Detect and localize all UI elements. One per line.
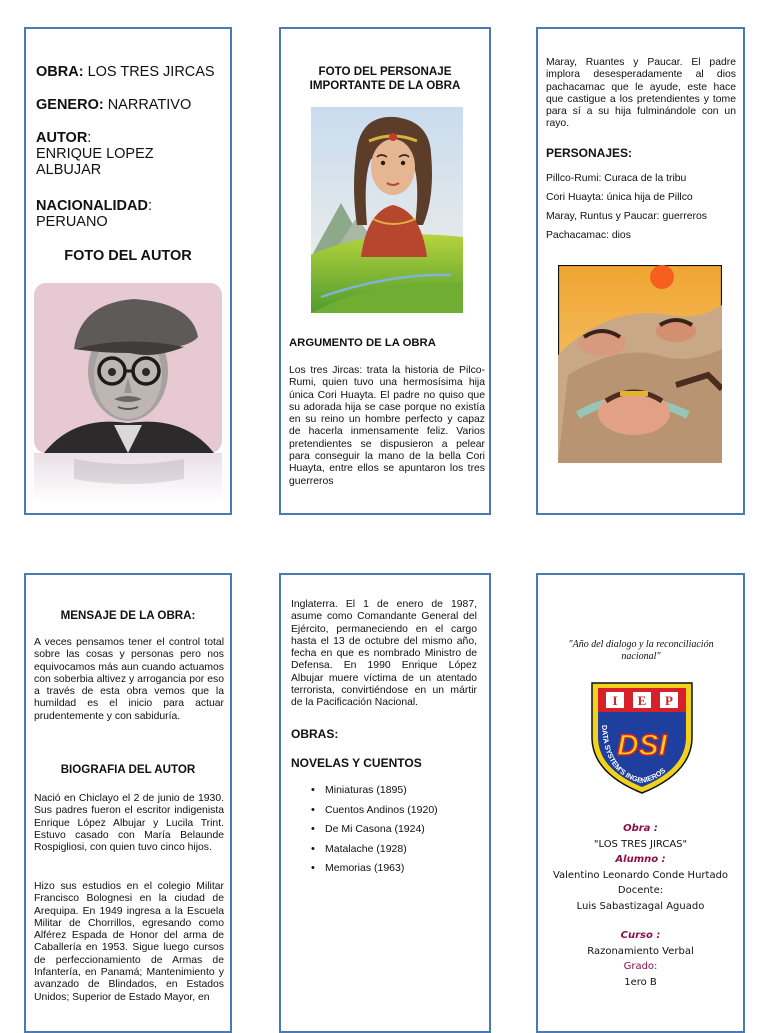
panel-characters [536,27,745,515]
cover-spacer [538,914,743,928]
argumento-heading: ARGUMENTO DE LA OBRA [289,337,436,349]
cover-curso-label: Curso : [620,930,661,941]
nacionalidad-colon: : [147,198,152,214]
autor-label: AUTOR [36,130,88,146]
biografia-continuation: Inglaterra. El 1 de enero de 1987, asume como Comandante General del Ejército, permaneciendo en el cargo hasta el 13 de octubre del mismo año, fecha en que es nombrado Ministro de Defensa. En 1990 Enrique López Albujar muere víctima de un atentado terrorista, convirtiéndose en un mártir de la Pacificación Nacional. [291,599,477,709]
biografia-text-2: Hizo sus estudios en el colegio Militar Francisco Bolognesi en la ciudad de Arequipa. En 1949 ingresa a la Escuela Militar de Chorrillos, egresando como Alférez Espada de Honor del arma de Caballería en 1953. Sigue luego cursos de perfeccionamiento de Armas de Infantería, en Panamá; Mantenimiento y avanzado de Blindados, en Estados Unidos; Superior de Estado Mayor, en [34,881,224,1003]
year-motto-part-a: "Año de [568,639,601,650]
work-item: • Miniaturas (1895) [325,784,491,796]
story-illustration [558,265,722,463]
school-shield-logo [586,677,698,797]
genero-value: NARRATIVO [107,97,192,113]
panel-cover [536,573,745,1033]
novelas-heading: NOVELAS Y CUENTOS [291,756,422,770]
logo-letter: P [665,693,673,708]
author-photo [34,283,222,503]
foto-autor-heading: FOTO DEL AUTOR [64,248,192,264]
personaje-item: Pillco-Rumi: Curaca de la tribu [546,173,687,184]
autor-block [36,130,216,178]
mensaje-heading: MENSAJE DE LA OBRA: [60,609,196,622]
cover-curso-value: Razonamiento Verbal [587,945,694,957]
genero-line [36,97,226,113]
panel-character [279,27,491,515]
work-item: • De Mi Casona (1924) [325,823,491,835]
panel-works [279,573,491,1033]
personaje-item: Cori Huayta: única hija de Pillco [546,192,693,203]
obra-label: OBRA: [36,64,84,80]
works-list [307,784,491,882]
personaje-item: Pachacamac: dios [546,230,631,241]
cover-alumno-label: Alumno : [615,854,666,865]
year-motto [552,639,730,663]
foto-personaje-heading-text: FOTO DEL PERSONAJE IMPORTANTE DE LA OBRA [309,65,461,92]
cover-details [538,821,743,990]
biografia-heading: BIOGRAFIA DEL AUTOR [60,763,196,776]
cover-grado-label: Grado: [623,961,658,972]
genero-label: GENERO: [36,97,104,113]
panel-book-info [24,27,232,515]
obra-value: LOS TRES JIRCAS [87,64,215,80]
mensaje-text: A veces pensamos tener el control total sobre las cosas y personas pero nos equivocamos más aun cuando actuamos con soberbia altivez y arrogancia por eso a través de esta obra vemos que la humildad es el inicio para actuar prudentemente y con sabiduría. [34,637,224,722]
argumento-continuation: Maray, Ruantes y Paucar. El padre implora desesperadamente al dios pachacamac que le ayude, este hace que castigue a los pretendientes y tome para sí a su hija fulminándole con un rayo. [546,57,736,130]
foto-personaje-heading [281,65,489,93]
panel-message-biography [24,573,232,1033]
biografia-text-1: Nació en Chiclayo el 2 de junio de 1930. Sus padres fueron el escritor indigenista Enrique López Albujar y Lucila Trint. Estuvo casado con María Belaunde Rospigliosi, con quien tuvo cinco hijos. [34,793,224,854]
personaje-item: Maray, Runtus y Paucar: guerreros [546,211,707,222]
personajes-list [546,173,742,242]
work-item: • Matalache (1928) [325,843,491,855]
obras-heading: OBRAS: [291,727,339,741]
cover-alumno-value: Valentino Leonardo Conde Hurtado [552,869,729,881]
nacionalidad-block [36,198,226,230]
argumento-text: Los tres Jircas: trata la historia de Pilco-Rumi, quien tuvo una hermosísima hija única Cori Huayta. El padre no quiso que su adorada hija se case porque no existía en su reino un hombre perfecto y capaz de hacerla inmensamente feliz. Varios pretendientes se dispusieron a pelear para conseguir la mano de la bella Cori Huayta, entre ellos se apuntaron los tres guerreros [289,365,485,487]
logo-initials: DSI [616,729,668,762]
work-item: • Cuentos Andinos (1920) [325,804,491,816]
nacionalidad-value: PERUANO [36,214,108,230]
personajes-heading: PERSONAJES: [546,146,633,160]
cover-obra-value: "LOS TRES JIRCAS" [593,838,688,850]
character-illustration [311,107,463,313]
autor-colon: : [87,130,92,146]
obra-line [36,64,226,80]
work-item: • Memorias (1963) [325,862,491,874]
logo-letter: I [612,693,618,708]
logo-ring-text-path: DATA SYSTEM'S INGENIEROS [600,724,668,786]
cover-docente-value: Luis Sabastizagal Aguado [576,900,705,912]
logo-letter: E [637,693,647,708]
cover-obra-label: Obra : [623,823,658,834]
autor-value: ENRIQUE LOPEZ ALBUJAR [36,146,154,178]
year-motto-part-b: l dialogo y la reconciliación nacional" [600,639,714,662]
cover-docente-label: Docente: [617,885,664,896]
cover-grado-value: 1ero B [624,976,657,988]
nacionalidad-label: NACIONALIDAD [36,198,148,214]
